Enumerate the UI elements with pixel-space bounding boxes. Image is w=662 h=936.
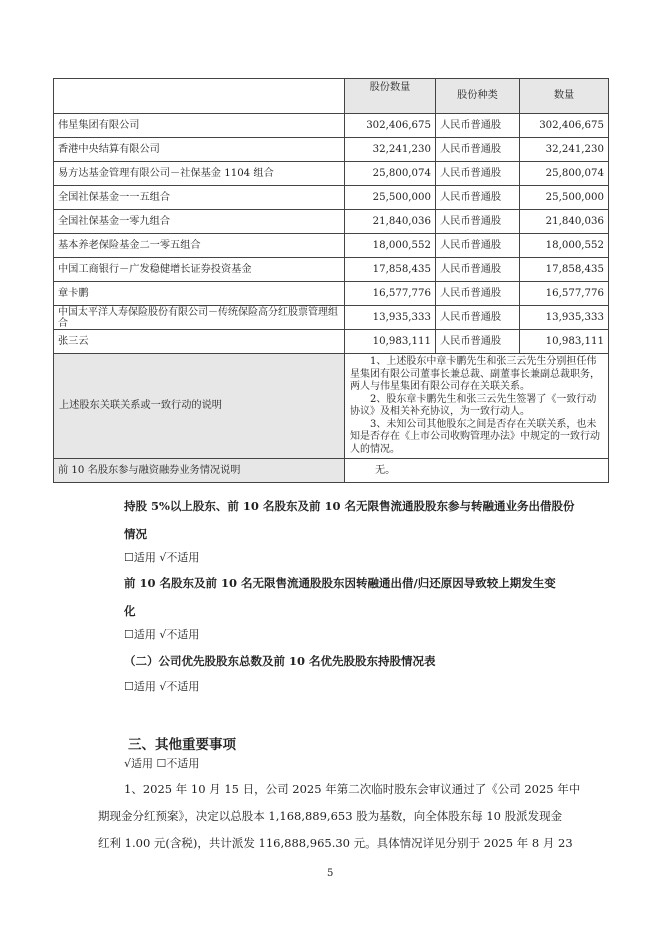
section-preferred-check: ☐适用 √不适用 bbox=[124, 680, 200, 693]
margin-row bbox=[54, 459, 609, 483]
shareholder-name: 伟星集团有限公司 bbox=[54, 114, 345, 138]
margin-text: 无。 bbox=[345, 459, 609, 483]
shareholder-name: 全国社保基金一一五组合 bbox=[54, 186, 345, 210]
share-qty: 18,000,552 bbox=[345, 234, 436, 258]
share-amount: 17,858,435 bbox=[520, 258, 609, 282]
share-qty: 302,406,675 bbox=[345, 114, 436, 138]
table-row bbox=[54, 306, 609, 330]
header-cell-type: 股份种类 bbox=[436, 79, 520, 114]
share-qty: 25,800,074 bbox=[345, 162, 436, 186]
paragraph-line-3: 红利 1.00 元(含税)，共计派发 116,888,965.30 元。具体情况详见分别于 2025 年 8 月 23 bbox=[98, 836, 573, 850]
share-amount: 32,241,230 bbox=[520, 138, 609, 162]
share-amount: 18,000,552 bbox=[520, 234, 609, 258]
relation-text-2: 2、股东章卡鹏先生和张三云先生签署了《一致行动协议》及相关补充协议，为一致行动人。 bbox=[350, 393, 597, 417]
share-type: 人民币普通股 bbox=[436, 162, 520, 186]
page-number: 5 bbox=[327, 868, 334, 879]
relation-label-cell bbox=[54, 354, 345, 459]
table-row bbox=[54, 234, 609, 258]
share-type: 人民币普通股 bbox=[436, 282, 520, 306]
share-qty: 21,840,036 bbox=[345, 210, 436, 234]
relation-text-3: 3、未知公司其他股东之间是否存在关联关系，也未知是否存在《上市公司收购管理办法》中规定的一致行动人的情况。 bbox=[350, 418, 600, 455]
section-preferred-title: （二）公司优先股股东总数及前 10 名优先股股东持股情况表 bbox=[124, 654, 436, 668]
top-shareholders-table bbox=[53, 78, 609, 483]
header-cell-qty: 股份数量 bbox=[345, 79, 436, 114]
share-qty: 25,500,000 bbox=[345, 186, 436, 210]
share-type: 人民币普通股 bbox=[436, 210, 520, 234]
share-type: 人民币普通股 bbox=[436, 306, 520, 330]
section-lending-check: ☐适用 √不适用 bbox=[124, 551, 200, 564]
shareholder-name: 易方达基金管理有限公司－社保基金 1104 组合 bbox=[54, 162, 345, 186]
section-lending-title-2: 情况 bbox=[124, 527, 147, 541]
relation-text-cell bbox=[345, 354, 609, 459]
share-amount: 21,840,036 bbox=[520, 210, 609, 234]
shareholder-name: 中国工商银行－广发稳健增长证券投资基金 bbox=[54, 258, 345, 282]
share-amount: 25,800,074 bbox=[520, 162, 609, 186]
share-type: 人民币普通股 bbox=[436, 186, 520, 210]
share-type: 人民币普通股 bbox=[436, 258, 520, 282]
share-type: 人民币普通股 bbox=[436, 114, 520, 138]
share-amount: 10,983,111 bbox=[520, 330, 609, 354]
table-row bbox=[54, 186, 609, 210]
share-amount: 13,935,333 bbox=[520, 306, 609, 330]
table-row bbox=[54, 114, 609, 138]
share-amount: 25,500,000 bbox=[520, 186, 609, 210]
margin-label: 前 10 名股东参与融资融券业务情况说明 bbox=[54, 459, 345, 483]
table-header-row bbox=[54, 79, 609, 114]
shareholder-name: 章卡鹏 bbox=[54, 282, 345, 306]
paragraph-line-2: 期现金分红预案》，决定以总股本 1,168,889,653 股为基数，向全体股东每 10 股派发现金 bbox=[98, 809, 563, 823]
table-row bbox=[54, 258, 609, 282]
share-amount: 16,577,776 bbox=[520, 282, 609, 306]
table-row bbox=[54, 210, 609, 234]
header-cell-amount: 数量 bbox=[520, 79, 609, 114]
share-qty: 16,577,776 bbox=[345, 282, 436, 306]
table-row bbox=[54, 282, 609, 306]
relation-text-1: 1、上述股东中章卡鹏先生和张三云先生分别担任伟星集团有限公司董事长兼总裁、副董事长兼副总裁职务，两人与伟星集团有限公司存在关联关系。 bbox=[350, 356, 600, 392]
shareholder-name: 香港中央结算有限公司 bbox=[54, 138, 345, 162]
table-row bbox=[54, 138, 609, 162]
section-change-title-2: 化 bbox=[124, 604, 136, 618]
share-qty: 17,858,435 bbox=[345, 258, 436, 282]
section-change-check: ☐适用 √不适用 bbox=[124, 628, 200, 641]
share-qty: 10,983,111 bbox=[345, 330, 436, 354]
shareholder-name: 中国太平洋人寿保险股份有限公司－传统保险高分红股票管理组合 bbox=[54, 306, 345, 330]
section-lending-title-1: 持股 5%以上股东、前 10 名股东及前 10 名无限售流通股股东参与转融通业务出借股份 bbox=[124, 499, 575, 513]
share-type: 人民币普通股 bbox=[436, 234, 520, 258]
shareholder-name: 基本养老保险基金二一零五组合 bbox=[54, 234, 345, 258]
header-cell-name bbox=[54, 79, 345, 114]
section-other-check: √适用 ☐不适用 bbox=[124, 757, 200, 770]
table-row bbox=[54, 162, 609, 186]
section-other-title: 三、其他重要事项 bbox=[128, 737, 236, 753]
section-change-title-1: 前 10 名股东及前 10 名无限售流通股股东因转融通出借/归还原因导致较上期发生变 bbox=[124, 576, 556, 590]
share-qty: 13,935,333 bbox=[345, 306, 436, 330]
share-amount: 302,406,675 bbox=[520, 114, 609, 138]
relation-row bbox=[54, 354, 609, 459]
shareholder-name: 张三云 bbox=[54, 330, 345, 354]
paragraph-line-1: 1、2025 年 10 月 15 日，公司 2025 年第二次临时股东会审议通过了《公司 2025 年中 bbox=[124, 782, 581, 796]
share-type: 人民币普通股 bbox=[436, 138, 520, 162]
shareholder-name: 全国社保基金一零九组合 bbox=[54, 210, 345, 234]
relation-label: 上述股东关联关系或一致行动的说明 bbox=[59, 400, 222, 411]
table-row bbox=[54, 330, 609, 354]
share-qty: 32,241,230 bbox=[345, 138, 436, 162]
share-type: 人民币普通股 bbox=[436, 330, 520, 354]
